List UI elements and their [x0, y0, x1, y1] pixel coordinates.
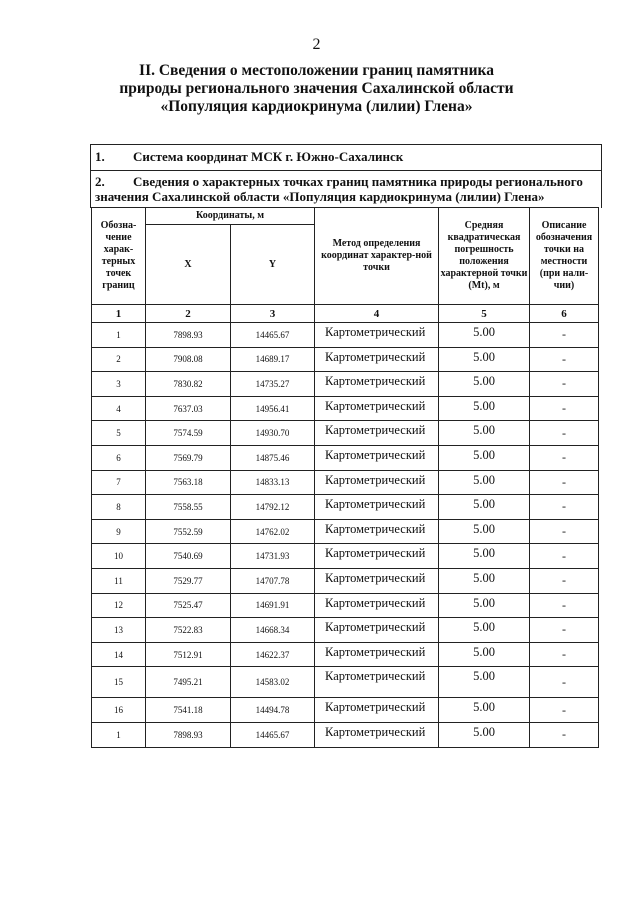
error-header: Средняя квадратическая погрешность положения характерной точки (Mt), м — [439, 208, 530, 305]
error-cell: 5.00 — [439, 544, 530, 569]
point-cell: 16 — [92, 698, 146, 723]
section-title-line-3: «Популяция кардиокринума (лилии) Глена» — [160, 98, 473, 115]
table-row — [92, 568, 599, 593]
error-cell: 5.00 — [439, 618, 530, 643]
x-coordinate-cell: 7908.08 — [146, 347, 231, 372]
y-coordinate-cell: 14731.93 — [231, 544, 315, 569]
x-coordinate-cell: 7830.82 — [146, 372, 231, 397]
point-cell: 12 — [92, 593, 146, 618]
description-cell: - — [530, 698, 599, 723]
y-coordinate-cell: 14689.17 — [231, 347, 315, 372]
coordinate-system-text: Система координат МСК г. Южно-Сахалинск — [133, 149, 404, 164]
description-cell: - — [530, 323, 599, 348]
info-block — [90, 144, 602, 208]
table-row — [92, 323, 599, 348]
method-cell: Картометрический — [315, 722, 439, 747]
y-coordinate-cell: 14465.67 — [231, 722, 315, 747]
coordinate-system-row — [91, 145, 601, 171]
description-cell: - — [530, 642, 599, 667]
method-header: Метод определения координат характер-ной точки — [315, 208, 439, 305]
column-number: 2 — [146, 305, 231, 323]
y-header: Y — [231, 225, 315, 305]
column-number: 3 — [231, 305, 315, 323]
y-coordinate-cell: 14465.67 — [231, 323, 315, 348]
x-coordinate-cell: 7529.77 — [146, 568, 231, 593]
point-cell: 6 — [92, 445, 146, 470]
table-row — [92, 495, 599, 520]
x-coordinate-cell: 7569.79 — [146, 445, 231, 470]
point-cell: 2 — [92, 347, 146, 372]
description-cell: - — [530, 347, 599, 372]
boundary-points-table — [91, 207, 599, 748]
table-row — [92, 618, 599, 643]
description-cell: - — [530, 445, 599, 470]
point-cell: 11 — [92, 568, 146, 593]
y-coordinate-cell: 14707.78 — [231, 568, 315, 593]
y-coordinate-cell: 14494.78 — [231, 698, 315, 723]
error-cell: 5.00 — [439, 495, 530, 520]
method-cell: Картометрический — [315, 445, 439, 470]
table-row — [92, 396, 599, 421]
method-cell: Картометрический — [315, 470, 439, 495]
point-designation-header: Обозна-чение харак-терных точек границ — [92, 208, 146, 305]
method-cell: Картометрический — [315, 495, 439, 520]
error-cell: 5.00 — [439, 347, 530, 372]
column-number: 1 — [92, 305, 146, 323]
y-coordinate-cell: 14583.02 — [231, 667, 315, 698]
description-header: Описание обозначения точки на местности (при нали-чии) — [530, 208, 599, 305]
column-number: 5 — [439, 305, 530, 323]
points-info-text: Сведения о характерных точках границ памятника природы регионального значения Сахалинской области «Популяция кардиокринума (лилии) Глена» — [95, 174, 583, 204]
table-row — [92, 347, 599, 372]
y-coordinate-cell: 14930.70 — [231, 421, 315, 446]
method-cell: Картометрический — [315, 372, 439, 397]
description-cell: - — [530, 519, 599, 544]
table-row — [92, 722, 599, 747]
error-cell: 5.00 — [439, 421, 530, 446]
x-coordinate-cell: 7563.18 — [146, 470, 231, 495]
table-row — [92, 372, 599, 397]
section-title — [0, 62, 633, 116]
x-coordinate-cell: 7522.83 — [146, 618, 231, 643]
error-cell: 5.00 — [439, 568, 530, 593]
points-info-row — [91, 171, 601, 208]
table-row — [92, 421, 599, 446]
table-row — [92, 642, 599, 667]
error-cell: 5.00 — [439, 642, 530, 667]
description-cell: - — [530, 568, 599, 593]
point-cell: 1 — [92, 722, 146, 747]
method-cell: Картометрический — [315, 698, 439, 723]
x-coordinate-cell: 7637.03 — [146, 396, 231, 421]
info-row-number: 2. — [95, 174, 105, 189]
table-row — [92, 544, 599, 569]
method-cell: Картометрический — [315, 347, 439, 372]
method-cell: Картометрический — [315, 642, 439, 667]
method-cell: Картометрический — [315, 323, 439, 348]
description-cell: - — [530, 722, 599, 747]
error-cell: 5.00 — [439, 372, 530, 397]
method-cell: Картометрический — [315, 667, 439, 698]
error-cell: 5.00 — [439, 519, 530, 544]
description-cell: - — [530, 396, 599, 421]
y-coordinate-cell: 14668.34 — [231, 618, 315, 643]
error-cell: 5.00 — [439, 323, 530, 348]
error-cell: 5.00 — [439, 698, 530, 723]
description-cell: - — [530, 495, 599, 520]
y-coordinate-cell: 14833.13 — [231, 470, 315, 495]
column-number: 6 — [530, 305, 599, 323]
method-cell: Картометрический — [315, 519, 439, 544]
method-cell: Картометрический — [315, 396, 439, 421]
error-cell: 5.00 — [439, 470, 530, 495]
error-cell: 5.00 — [439, 667, 530, 698]
y-coordinate-cell: 14622.37 — [231, 642, 315, 667]
coordinates-header: Координаты, м — [146, 208, 315, 225]
description-cell: - — [530, 421, 599, 446]
table-row — [92, 470, 599, 495]
method-cell: Картометрический — [315, 593, 439, 618]
x-coordinate-cell: 7495.21 — [146, 667, 231, 698]
error-cell: 5.00 — [439, 396, 530, 421]
page-number: 2 — [312, 36, 321, 53]
table-row — [92, 445, 599, 470]
column-number: 4 — [315, 305, 439, 323]
point-cell: 7 — [92, 470, 146, 495]
error-cell: 5.00 — [439, 593, 530, 618]
info-row-number: 1. — [95, 149, 105, 164]
error-cell: 5.00 — [439, 445, 530, 470]
y-coordinate-cell: 14792.12 — [231, 495, 315, 520]
point-cell: 5 — [92, 421, 146, 446]
description-cell: - — [530, 372, 599, 397]
table-row — [92, 519, 599, 544]
section-title-line-2: природы регионального значения Сахалинской области — [119, 80, 514, 97]
error-cell: 5.00 — [439, 722, 530, 747]
description-cell: - — [530, 544, 599, 569]
x-coordinate-cell: 7552.59 — [146, 519, 231, 544]
x-coordinate-cell: 7541.18 — [146, 698, 231, 723]
x-coordinate-cell: 7898.93 — [146, 323, 231, 348]
x-header: X — [146, 225, 231, 305]
point-cell: 4 — [92, 396, 146, 421]
method-cell: Картометрический — [315, 421, 439, 446]
column-number-row — [92, 305, 599, 323]
point-cell: 15 — [92, 667, 146, 698]
description-cell: - — [530, 470, 599, 495]
point-cell: 8 — [92, 495, 146, 520]
method-cell: Картометрический — [315, 568, 439, 593]
point-cell: 9 — [92, 519, 146, 544]
point-cell: 3 — [92, 372, 146, 397]
x-coordinate-cell: 7540.69 — [146, 544, 231, 569]
y-coordinate-cell: 14735.27 — [231, 372, 315, 397]
x-coordinate-cell: 7574.59 — [146, 421, 231, 446]
table-row — [92, 667, 599, 698]
point-cell: 1 — [92, 323, 146, 348]
y-coordinate-cell: 14762.02 — [231, 519, 315, 544]
point-cell: 13 — [92, 618, 146, 643]
method-cell: Картометрический — [315, 618, 439, 643]
section-title-line-1: II. Сведения о местоположении границ памятника — [139, 62, 494, 79]
y-coordinate-cell: 14691.91 — [231, 593, 315, 618]
point-cell: 10 — [92, 544, 146, 569]
x-coordinate-cell: 7512.91 — [146, 642, 231, 667]
description-cell: - — [530, 667, 599, 698]
x-coordinate-cell: 7898.93 — [146, 722, 231, 747]
x-coordinate-cell: 7525.47 — [146, 593, 231, 618]
table-row — [92, 593, 599, 618]
table-row — [92, 698, 599, 723]
x-coordinate-cell: 7558.55 — [146, 495, 231, 520]
method-cell: Картометрический — [315, 544, 439, 569]
point-cell: 14 — [92, 642, 146, 667]
y-coordinate-cell: 14956.41 — [231, 396, 315, 421]
description-cell: - — [530, 618, 599, 643]
description-cell: - — [530, 593, 599, 618]
y-coordinate-cell: 14875.46 — [231, 445, 315, 470]
